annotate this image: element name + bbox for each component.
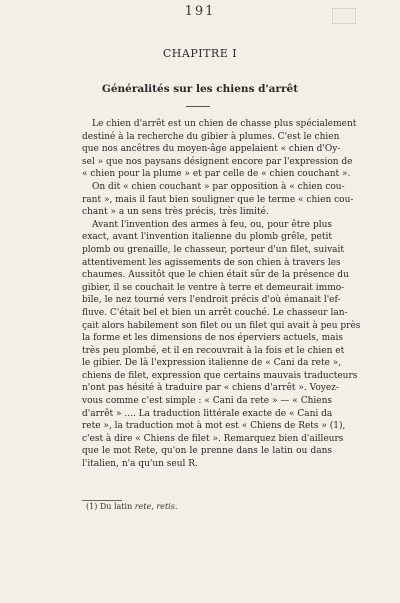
text-line: bile, le nez tourné vers l'endroit précis d'où émanait l'ef-	[82, 295, 341, 306]
body-text	[82, 118, 361, 471]
text-line: très peu plombé, et il en recouvrait à la fois et le chien et	[82, 345, 345, 356]
footnote-italic-text: rete, retis.	[134, 502, 178, 511]
footnote-divider	[82, 500, 122, 501]
text-line: fluve. C'était bel et bien un arrêt couché. Le chasseur lan-	[82, 307, 348, 318]
text-line: que nos ancêtres du moyen-âge appelaient « chien d'Oy-	[82, 144, 341, 155]
text-line: Le chien d'arrêt est un chien de chasse plus spécialement	[92, 119, 357, 129]
text-line: le gibier. De là l'expression italienne de « Cani da rete »,	[82, 358, 342, 369]
text-line: chaumes. Aussitôt que le chien était sûr de la présence du	[82, 270, 349, 281]
title-divider	[186, 106, 210, 107]
text-line: attentivement les agissements de son chien à travers les	[82, 257, 341, 268]
text-line: chant » a un sens très précis, très limité.	[82, 207, 269, 218]
text-line: n'ont pas hésité à traduire par « chiens d'arrêt ». Voyez-	[82, 383, 339, 394]
text-line: rant », mais il faut bien souligner que le terme « chien cou-	[82, 194, 354, 205]
text-line: l'italien, n'a qu'un seul R.	[82, 459, 198, 470]
text-line: « chien pour la plume » et par celle de « chien couchant ».	[82, 169, 351, 180]
text-line: chiens de filet, expression que certains mauvais traducteurs	[82, 370, 358, 381]
page-number: 191	[184, 4, 216, 19]
chapter-title: CHAPITRE I	[162, 47, 238, 60]
text-line: gibier, il se couchait le ventre à terre et demeurait immo-	[82, 282, 345, 293]
text-line: que le mot Rete, qu'on le prenne dans le latin ou dans	[82, 446, 332, 457]
text-line: vous comme c'est simple : « Cani da rete » — « Chiens	[82, 396, 332, 407]
text-line: rete », la traduction mot à mot est « Chiens de Rets » (1),	[82, 421, 346, 432]
text-line: sel » que nos paysans désignent encore par l'expression de	[82, 156, 353, 167]
library-stamp	[332, 8, 356, 24]
footnote-text: (1) Du latin	[86, 502, 133, 511]
text-line: destiné à la recherche du gibier à plumes. C'est le chien	[82, 131, 340, 142]
text-line: Avant l'invention des armes à feu, ou, pour être plus	[92, 219, 332, 230]
text-line: exact, avant l'invention italienne du plomb grêle, petit	[82, 232, 332, 243]
text-line: plomb ou grenaille, le chasseur, porteur d'un filet, suivait	[82, 244, 345, 255]
section-title: Généralités sur les chiens d'arrêt	[101, 83, 299, 95]
text-line: d'arrêt » .... La traduction littérale exacte de « Cani da	[82, 408, 333, 419]
text-line: la forme et les dimensions de nos éperviers actuels, mais	[82, 333, 344, 344]
footnote	[86, 502, 177, 511]
text-line: c'est à dire « Chiens de filet ». Remarquez bien d'ailleurs	[82, 433, 344, 444]
text-line: On dit « chien couchant » par opposition à « chien cou-	[92, 181, 345, 192]
text-line: çait alors habilement son filet ou un filet qui avait à peu près	[82, 320, 361, 331]
